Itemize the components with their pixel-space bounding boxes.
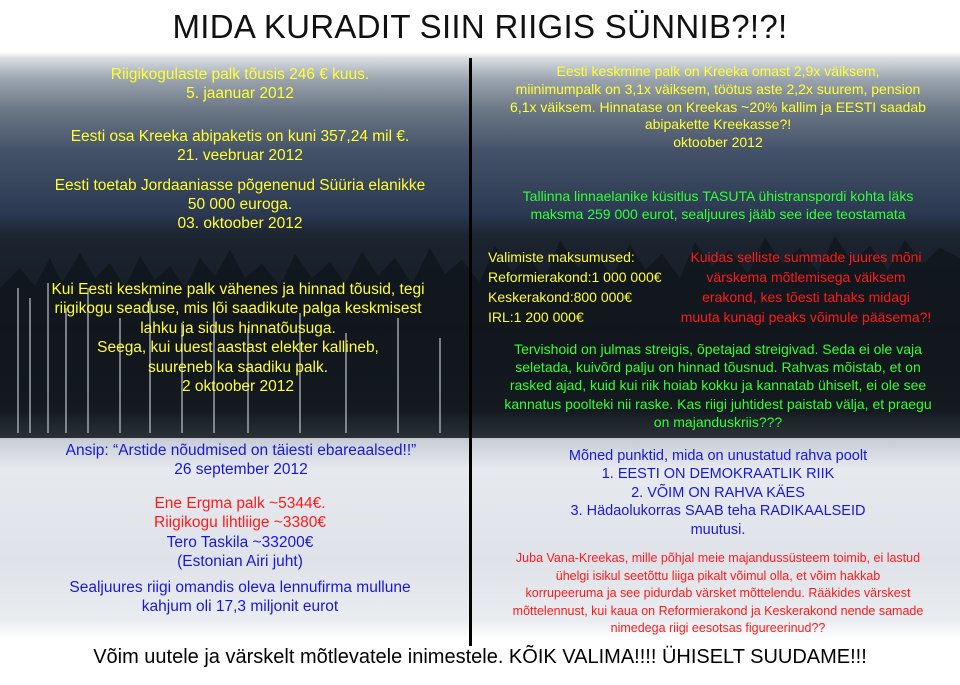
text-line: (Estonian Airi juht): [177, 553, 303, 571]
right-block-ancient-greece: [476, 550, 960, 638]
text-line: Reformierakond:1 000 000€: [488, 269, 662, 286]
date-line: 2 oktoober 2012: [181, 377, 295, 395]
text-line: 50 000 euroga.: [187, 195, 293, 213]
text-line: Eesti toetab Jordaaniasse põgenenud Süüria elanikke: [54, 177, 426, 194]
left-block-airline-loss: [20, 578, 460, 617]
text-line: Tallinna linnaelanike küsitlus TASUTA ühistranspordi kohta läks: [522, 188, 914, 204]
text-line: Tervishoid on julmas streigis, õpetajad streigivad. Seda ei ole vaja: [514, 341, 922, 357]
text-line: kahjum oli 17,3 miljonit eurot: [141, 598, 339, 616]
footer-slogan: Võim uutele ja värskelt mõtlevatele inimestele. KÕIK VALIMA!!!! ÜHISELT SUUDAME!!!: [93, 646, 867, 668]
left-block-ansip-quote: [16, 442, 466, 480]
text-line: Eesti keskmine palk on Kreeka omast 2,9x väiksem,: [556, 63, 880, 79]
right-block-greece-comparison: [478, 63, 958, 152]
text-line: riigikogu seaduse, mis lõi saadikute palga keskmisest: [54, 300, 422, 318]
text-line: korrupeeruma ja see pidurdab värsket mõttelendu. Rääkides värskest: [525, 586, 911, 600]
text-line: abipakette Kreekasse?!: [644, 116, 792, 133]
text-line: muuta kunagi peaks võimule pääsema?!: [680, 309, 932, 326]
right-block-forgotten-points: [478, 447, 958, 539]
text-line: Kui Eesti keskmine palk vähenes ja hinnad tõusid, tegi: [51, 281, 425, 298]
text-line: on majanduskriis???: [653, 413, 783, 430]
text-line: muutusi.: [690, 521, 746, 538]
page-title: MIDA KURADIT SIIN RIIGIS SÜNNIB?!?!: [172, 8, 788, 45]
text-line: kannatus poolteki nii raske. Kas riigi juhtidest paistab välja, et praegu: [504, 395, 932, 412]
text-line: Riigikogu lihtliige ~3380€: [154, 514, 326, 532]
text-line: värskema mõtlemisega väiksem: [706, 269, 906, 286]
right-block-healthcare-strike: [478, 340, 958, 431]
right-block-election-costs: [488, 247, 668, 327]
date-line: 26 september 2012: [174, 460, 308, 478]
text-line: nimedega riigi eesotsas figureerinud??: [610, 621, 826, 635]
text-line: Kuidas selliste summade juures mõni: [690, 249, 922, 265]
left-block-salary-raise: [40, 66, 440, 104]
left-block-greece-aid: [20, 128, 460, 166]
text-line: suureneb ka saadiku palk.: [147, 358, 329, 376]
left-block-salary-law: [8, 280, 468, 396]
text-line: Mõned punktid, mida on unustatud rahva poolt: [568, 448, 868, 464]
text-line: Sealjuures riigi omandis oleva lennufirma mullune: [69, 579, 411, 596]
text-line: ühelgi isikul seetõttu liiga pikalt võimul olla, et võim hakkab: [555, 568, 881, 583]
text-line: miinimumpalk on 3,1x väiksem, töötus aste 2,2x suurem, pension: [515, 80, 921, 97]
text-line: Tero Taskila ~33200€: [166, 533, 314, 551]
text-line: 1. EESTI ON DEMOKRAATLIK RIIK: [601, 466, 835, 483]
text-line: mõttelennust, kui kaua on Reformierakond ja Keskerakond nende samade: [512, 603, 924, 618]
text-line: 2. VÕIM ON RAHVA KÄES: [631, 484, 805, 501]
date-line: 21. veebruar 2012: [177, 146, 303, 164]
text-line: IRL:1 200 000€: [488, 309, 584, 326]
text-line: lahku ja sidus hinnatõusuga.: [140, 319, 336, 337]
quote-line: Ansip: “Arstide nõudmised on täiesti ebareaalsed!!”: [65, 442, 417, 459]
date-line: 03. oktoober 2012: [177, 214, 303, 232]
text-line: Juba Vana-Kreekas, mille põhjal meie majandussüsteem toimib, ei lastud: [515, 551, 921, 565]
text-line: Ene Ergma palk ~5344€.: [154, 495, 326, 512]
text-line: Eesti osa Kreeka abipaketis on kuni 357,24 mil €.: [70, 128, 410, 145]
left-block-salaries-list: [40, 494, 440, 572]
date-line: oktoober 2012: [673, 134, 763, 151]
right-block-tallinn-survey: [478, 188, 958, 224]
text-line: 6,1x väiksem. Hinnatase on Kreekas ~20% kallim ja EESTI saadab: [510, 98, 926, 115]
right-block-small-party-question: [660, 247, 952, 327]
text-line: rasked ajad, kuid kui riik hoiab kokku ja kannatab ühiselt, ei ole see: [509, 377, 927, 394]
text-line: seletada, kuivõrd palju on hinnad tõusnud. Rahvas mõistab, et on: [515, 359, 921, 376]
left-block-syria-support: [20, 177, 460, 234]
text-line: erakond, kes tõesti tahaks midagi: [702, 289, 910, 306]
text-line: Keskerakond:800 000€: [488, 289, 632, 306]
text-line: Valimiste maksumused:: [488, 249, 635, 265]
text-line: 3. Hädaolukorras SAAB teha RADIKAALSEID: [570, 503, 866, 520]
text-line: Seega, kui uuest aastast elekter kallineb,: [97, 339, 379, 357]
text-line: Riigikogulaste palk tõusis 246 € kuus.: [110, 66, 370, 83]
center-divider: [469, 58, 472, 646]
text-line: maksma 259 000 eurot, sealjuures jääb see idee teostamata: [530, 205, 906, 222]
date-line: 5. jaanuar 2012: [186, 84, 294, 102]
